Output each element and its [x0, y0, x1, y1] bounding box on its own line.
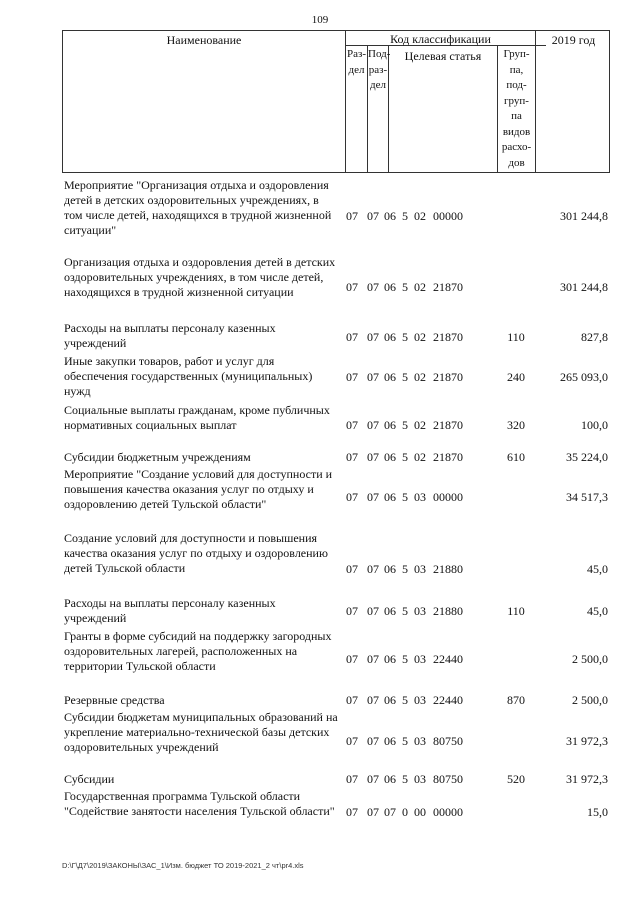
row-target-3: 02 — [414, 209, 426, 223]
row-target-2: 5 — [402, 772, 408, 786]
footer-file-path: D:\Г\Д7\2019\ЗАКОНЫ\ЗАС_1\Изм. бюджет ТО 2019-2021_2 чт\pr4.xls — [62, 861, 304, 870]
row-target-4: 21870 — [433, 280, 463, 294]
row-amount: 35 224,0 — [566, 450, 608, 464]
row-amount: 15,0 — [587, 805, 608, 819]
row-target-3: 03 — [414, 562, 426, 576]
row-group: 110 — [507, 604, 525, 618]
row-target-2: 5 — [402, 604, 408, 618]
row-target-1: 06 — [384, 734, 396, 748]
header-classification: Код классификации — [390, 32, 491, 46]
row-target-2: 5 — [402, 209, 408, 223]
row-name: Создание условий для доступности и повышения качества оказания услуг по отдыху и оздоровлению детей Тульской области — [64, 531, 328, 575]
row-target-4: 21880 — [433, 604, 463, 618]
row-section: 07 — [346, 805, 358, 819]
row-name: Государственная программа Тульской области "Содействие занятости населения Тульской области" — [64, 789, 335, 818]
row-section: 07 — [346, 693, 358, 707]
row-target-1: 06 — [384, 562, 396, 576]
row-target-3: 03 — [414, 734, 426, 748]
row-target-1: 06 — [384, 604, 396, 618]
row-target-1: 06 — [384, 280, 396, 294]
row-subsection: 07 — [367, 490, 379, 504]
row-section: 07 — [346, 209, 358, 223]
row-group: 110 — [507, 330, 525, 344]
header-group: Груп- па, под- груп- па видов расхо- дов — [501, 48, 532, 169]
row-name: Социальные выплаты гражданам, кроме публичных нормативных социальных выплат — [64, 403, 330, 432]
row-target-2: 5 — [402, 693, 408, 707]
row-name: Расходы на выплаты персоналу казенных учреждений — [64, 596, 276, 625]
row-subsection: 07 — [367, 418, 379, 432]
row-section: 07 — [346, 490, 358, 504]
row-target-3: 03 — [414, 490, 426, 504]
row-name: Субсидии бюджетам муниципальных образований на укрепление материально-технической базы детских оздоровительных учреждений — [64, 710, 338, 754]
row-target-2: 5 — [402, 330, 408, 344]
row-target-1: 06 — [384, 772, 396, 786]
row-subsection: 07 — [367, 805, 379, 819]
row-subsection: 07 — [367, 370, 379, 384]
row-section: 07 — [346, 734, 358, 748]
row-section: 07 — [346, 604, 358, 618]
row-target-4: 00000 — [433, 490, 463, 504]
row-target-3: 02 — [414, 370, 426, 384]
row-target-2: 5 — [402, 734, 408, 748]
row-name: Мероприятие "Организация отдыха и оздоровления детей в детских оздоровительных учреждениях, в том числе детей, находящихся в трудной жизненной ситуации" — [64, 178, 332, 237]
row-target-2: 5 — [402, 562, 408, 576]
row-target-4: 21880 — [433, 562, 463, 576]
row-section: 07 — [346, 418, 358, 432]
row-subsection: 07 — [367, 604, 379, 618]
row-target-1: 06 — [384, 418, 396, 432]
row-target-1: 06 — [384, 450, 396, 464]
row-amount: 31 972,3 — [566, 734, 608, 748]
header-target: Целевая статья — [404, 49, 482, 63]
header-name: Наименование — [166, 33, 242, 47]
row-group: 240 — [507, 370, 525, 384]
row-target-4: 21870 — [433, 370, 463, 384]
row-section: 07 — [346, 772, 358, 786]
row-group: 320 — [507, 418, 525, 432]
row-subsection: 07 — [367, 772, 379, 786]
row-target-2: 5 — [402, 418, 408, 432]
row-subsection: 07 — [367, 450, 379, 464]
row-section: 07 — [346, 280, 358, 294]
row-target-3: 03 — [414, 772, 426, 786]
row-subsection: 07 — [367, 209, 379, 223]
row-section: 07 — [346, 652, 358, 666]
row-name: Расходы на выплаты персоналу казенных учреждений — [64, 321, 276, 350]
row-target-2: 5 — [402, 370, 408, 384]
page-number: 109 — [311, 14, 329, 26]
row-name: Субсидии — [64, 772, 115, 786]
row-target-1: 06 — [384, 652, 396, 666]
row-target-4: 21870 — [433, 450, 463, 464]
header-section: Раз- дел — [346, 48, 366, 76]
row-target-2: 0 — [402, 805, 408, 819]
row-subsection: 07 — [367, 562, 379, 576]
table-header — [62, 30, 610, 173]
row-subsection: 07 — [367, 652, 379, 666]
row-group: 520 — [507, 772, 525, 786]
row-target-4: 80750 — [433, 734, 463, 748]
row-name: Мероприятие "Создание условий для доступности и повышения качества оказания услуг по отдыху и оздоровлению детей Тульской области" — [64, 467, 333, 511]
header-subsection: Под- раз- дел — [368, 48, 391, 91]
row-target-3: 02 — [414, 450, 426, 464]
row-amount: 100,0 — [581, 418, 608, 432]
row-name: Резервные средства — [64, 693, 165, 707]
row-target-2: 5 — [402, 280, 408, 294]
row-name: Организация отдыха и оздоровления детей в детских оздоровительных учреждениях, в том числе детей, находящихся в трудной жизненной ситуации — [64, 255, 336, 299]
row-name: Гранты в форме субсидий на поддержку загородных оздоровительных лагерей, расположенных на территории Тульской области — [64, 629, 332, 673]
row-target-1: 06 — [384, 490, 396, 504]
row-amount: 45,0 — [587, 562, 608, 576]
row-target-3: 03 — [414, 693, 426, 707]
row-target-4: 22440 — [433, 693, 463, 707]
row-target-4: 00000 — [433, 805, 463, 819]
row-target-1: 06 — [384, 209, 396, 223]
row-group: 610 — [507, 450, 525, 464]
row-target-3: 03 — [414, 652, 426, 666]
row-subsection: 07 — [367, 330, 379, 344]
row-amount: 265 093,0 — [560, 370, 608, 384]
row-target-4: 00000 — [433, 209, 463, 223]
row-amount: 45,0 — [587, 604, 608, 618]
row-target-4: 80750 — [433, 772, 463, 786]
row-target-1: 06 — [384, 370, 396, 384]
row-target-4: 21870 — [433, 418, 463, 432]
row-target-1: 06 — [384, 330, 396, 344]
row-amount: 301 244,8 — [560, 280, 608, 294]
row-section: 07 — [346, 450, 358, 464]
row-target-4: 21870 — [433, 330, 463, 344]
row-target-4: 22440 — [433, 652, 463, 666]
row-target-2: 5 — [402, 652, 408, 666]
row-subsection: 07 — [367, 280, 379, 294]
row-subsection: 07 — [367, 693, 379, 707]
row-target-1: 06 — [384, 693, 396, 707]
row-target-3: 02 — [414, 280, 426, 294]
row-target-1: 07 — [384, 805, 396, 819]
row-amount: 827,8 — [581, 330, 608, 344]
row-target-3: 00 — [414, 805, 426, 819]
row-name: Субсидии бюджетным учреждениям — [64, 450, 251, 464]
row-amount: 34 517,3 — [566, 490, 608, 504]
row-amount: 2 500,0 — [572, 693, 608, 707]
row-section: 07 — [346, 562, 358, 576]
header-year: 2019 год — [551, 33, 596, 47]
row-target-2: 5 — [402, 490, 408, 504]
row-target-3: 02 — [414, 330, 426, 344]
row-amount: 301 244,8 — [560, 209, 608, 223]
row-amount: 2 500,0 — [572, 652, 608, 666]
row-name: Иные закупки товаров, работ и услуг для обеспечения государственных (муниципальных) нужд — [64, 354, 313, 398]
row-subsection: 07 — [367, 734, 379, 748]
row-target-3: 02 — [414, 418, 426, 432]
row-target-3: 03 — [414, 604, 426, 618]
row-target-2: 5 — [402, 450, 408, 464]
row-amount: 31 972,3 — [566, 772, 608, 786]
row-group: 870 — [507, 693, 525, 707]
row-section: 07 — [346, 370, 358, 384]
row-section: 07 — [346, 330, 358, 344]
